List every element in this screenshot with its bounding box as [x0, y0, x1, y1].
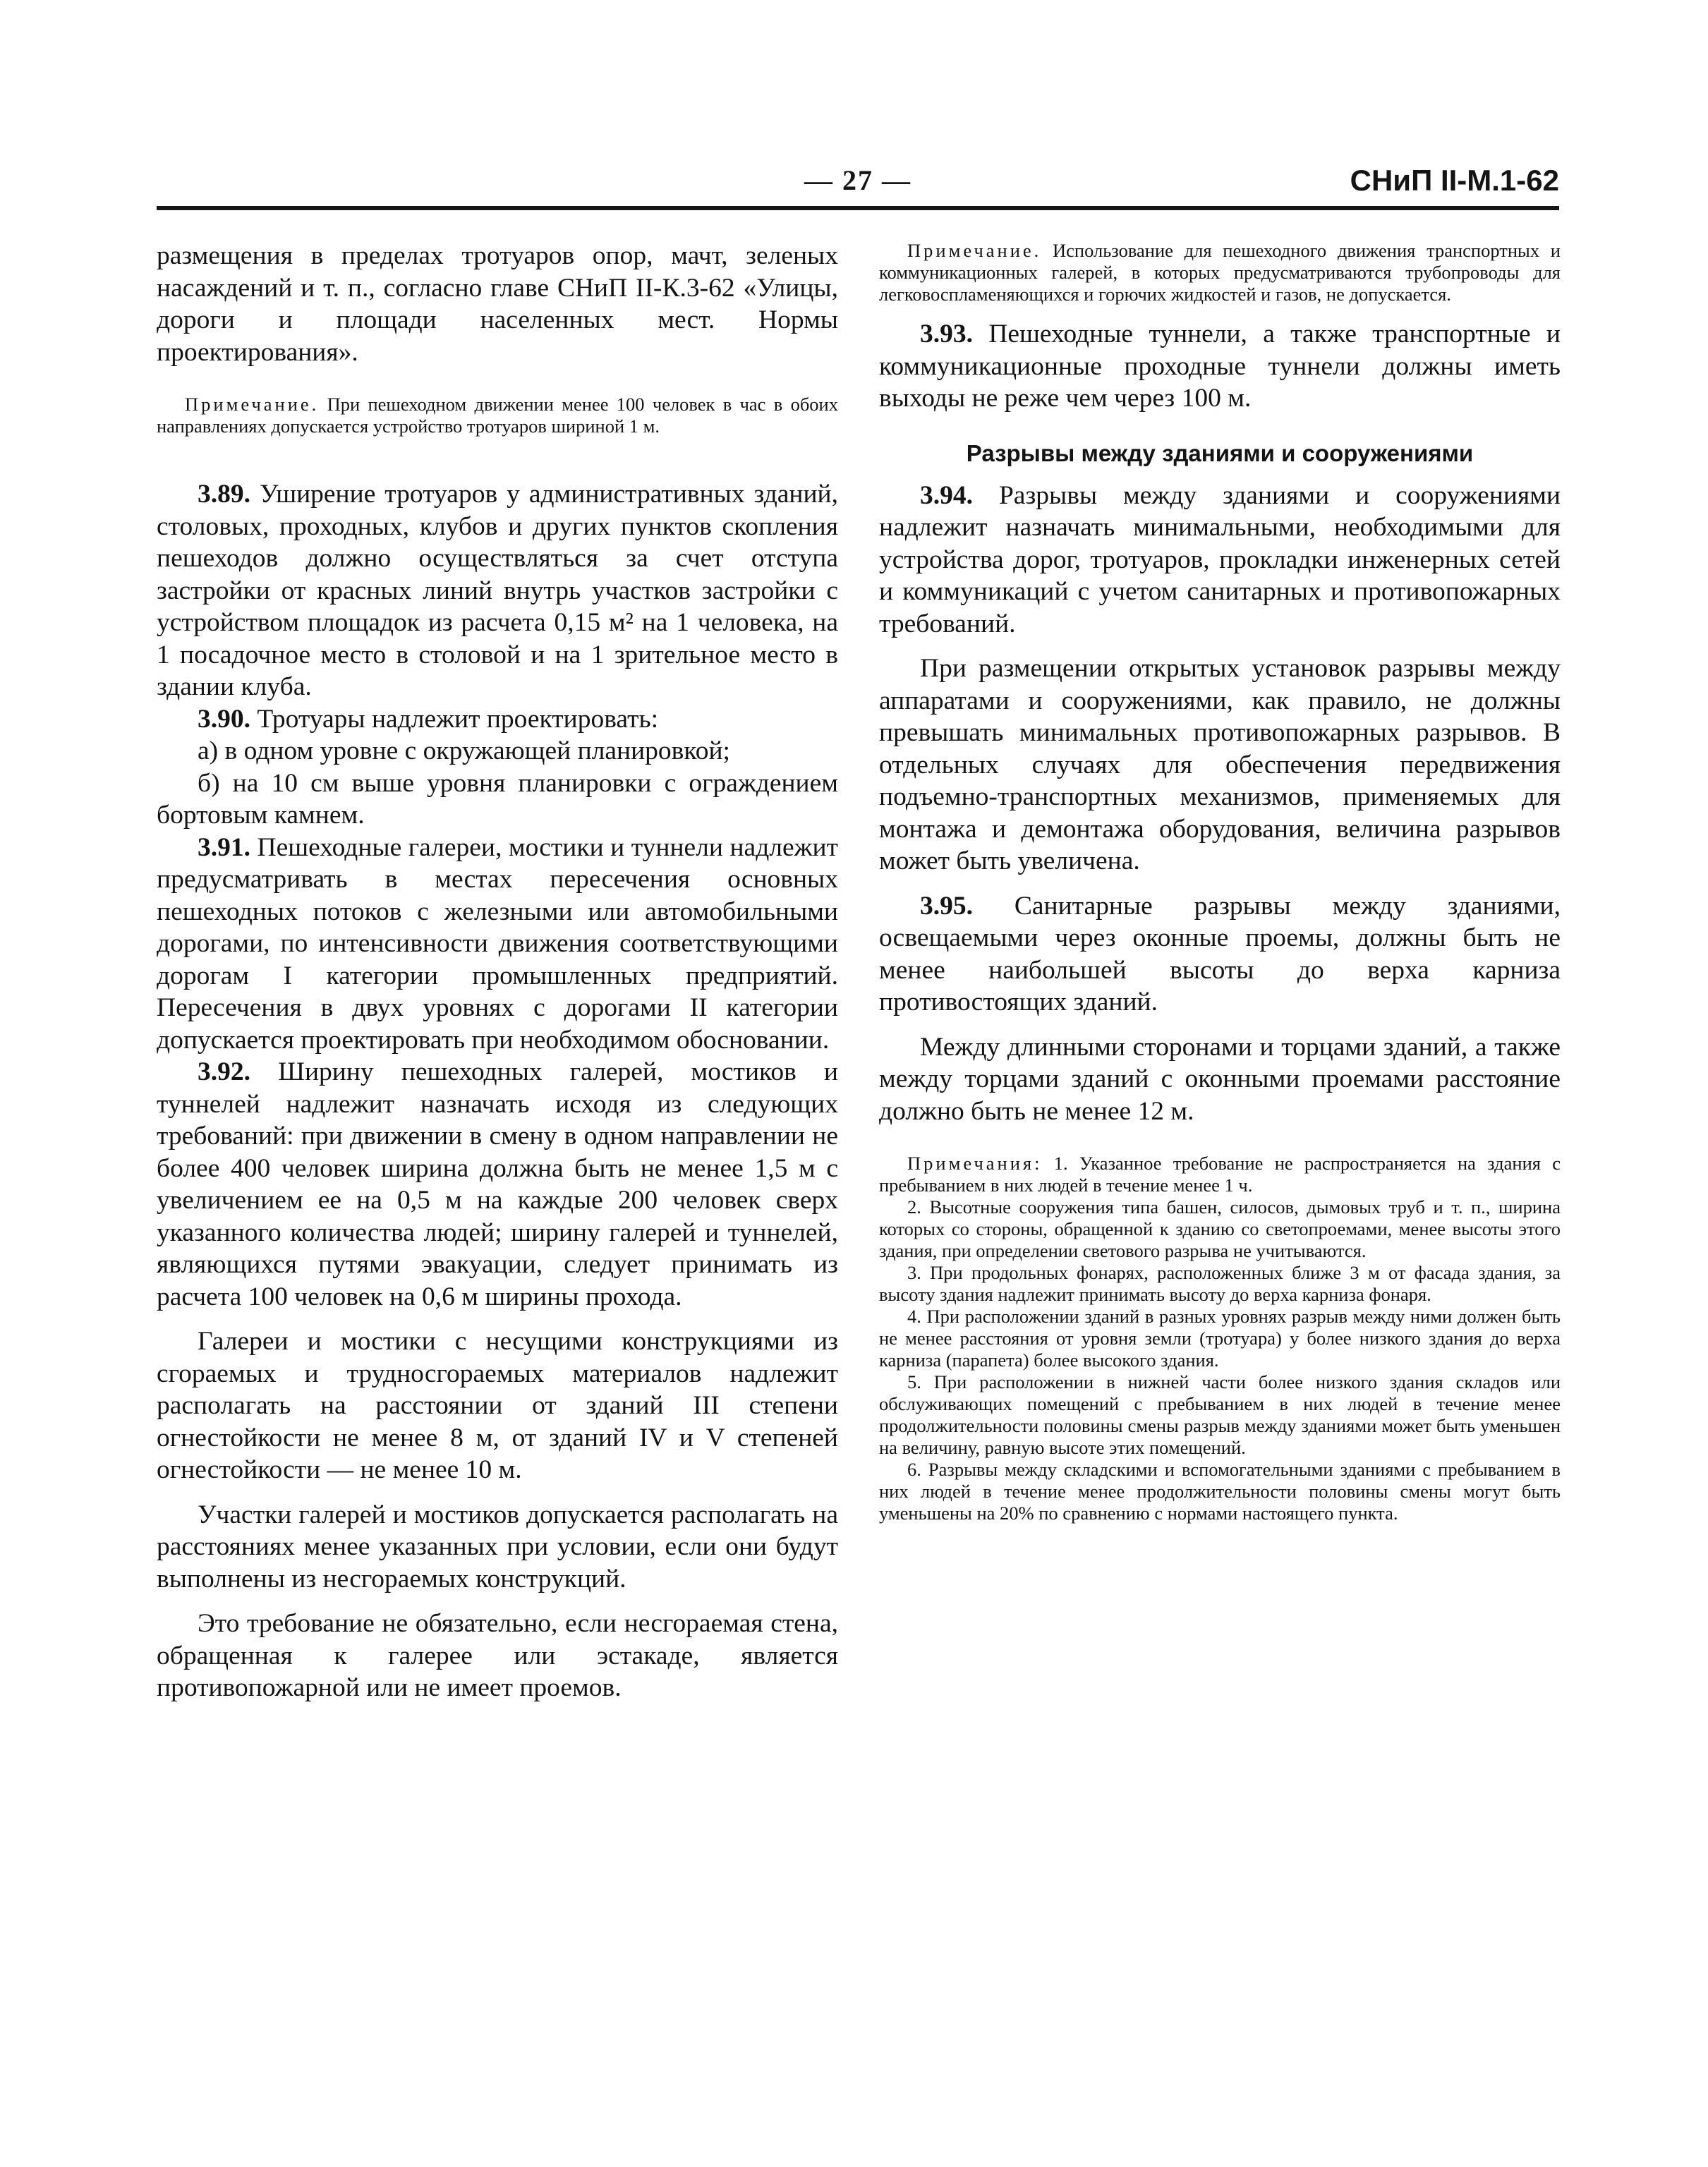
clause-number: 3.90.: [198, 704, 250, 734]
clause-3-94-paragraph-2: При размещении открытых установок разрывы между аппаратами и сооружениями, как правило, не должны превышать минимальных противопожарных разрывов. В отдельных случаях для обеспечения передвижения подъемно-транспортных механизмов, применяемых для монтажа и демонтажа оборудования, величина разрывов может быть увеличена.: [879, 654, 1561, 875]
notes-item-6: 6. Разрывы между складскими и вспомогательными зданиями с пребыванием в них людей в течение менее продолжительности половины смены могут быть уменьшены на 20% по сравнению с нормами настоящего пункта.: [879, 1459, 1561, 1524]
note-text: Использование для пешеходного движения транспортных и коммуникационных галерей, в которых предусматриваются трубопроводы для легковоспламеняющихся и горючих жидкостей и газов, не допускается.: [879, 240, 1561, 305]
document-code: СНиП II-М.1-62: [1350, 164, 1559, 197]
header-rule: [157, 206, 1559, 210]
clause-3-95-paragraph-2: Между длинными сторонами и торцами зданий, а также между торцами зданий с оконными проемами расстояние должно быть не менее 12 м.: [879, 1032, 1561, 1126]
clause-number: 3.91.: [198, 832, 250, 862]
clause-3-92: [157, 1056, 838, 1313]
clause-3-95: [879, 890, 1561, 1019]
right-column: [879, 240, 1561, 1524]
clause-number: 3.92.: [198, 1057, 250, 1086]
clause-number: 3.89.: [198, 480, 250, 509]
clause-3-92-paragraph-2: Галереи и мостики с несущими конструкциями из сгораемых и трудносгораемых материалов надлежит располагать на расстоянии от зданий III степени огнестойкости не менее 8 м, от зданий IV и V степеней огнестойкости — не менее 10 м.: [157, 1327, 838, 1484]
note-paragraph: [879, 240, 1561, 305]
note-label: Примечание.: [185, 394, 320, 415]
page-header: [157, 164, 1559, 206]
clause-3-90-a: а) в одном уровне с окружающей планировкой;: [198, 736, 730, 765]
notes-item-4: 4. При расположении зданий в разных уровнях разрыв между ними должен быть не менее расстояния от уровня земли (тротуара) у более низкого здания до верха карниза (парапета) более высокого здания.: [879, 1306, 1561, 1371]
clause-text: Санитарные разрывы между зданиями, освещаемыми через оконные проемы, должны быть не менее наибольшей высоты до верха карниза противостоящих зданий.: [879, 891, 1561, 1016]
note-paragraph: [157, 394, 838, 437]
clause-text: Пешеходные галереи, мостики и туннели надлежит предусматривать в местах пересечения основных пешеходных потоков с железными или автомобильными дорогами, по интенсивности движения соответствующими дорогам I категории промышленных предприятий. Пересечения в двух уровнях с дорогами II категории допускается проектировать при необходимом обосновании.: [157, 832, 838, 1055]
clause-3-93: [879, 318, 1561, 415]
notes-item-2: 2. Высотные сооружения типа башен, силосов, дымовых труб и т. п., ширина которых со стороны, обращенной к зданию со светопроемами, менее высоты этого здания, при определении светового разрыва не учитываются.: [879, 1196, 1561, 1261]
notes-item-3: 3. При продольных фонарях, расположенных ближе 3 м от фасада здания, за высоту здания надлежит принимать высоту до верха карниза фонаря.: [879, 1262, 1561, 1305]
clause-3-90-b: б) на 10 см выше уровня планировки с ограждением бортовым камнем.: [157, 768, 838, 830]
clause-number: 3.95.: [920, 891, 973, 921]
section-heading: Разрывы между зданиями и сооружениями: [966, 439, 1474, 466]
clause-text: Ширину пешеходных галерей, мостиков и туннелей надлежит назначать исходя из следующих требований: при движении в смену в одном направлении не более 400 человек ширина должна быть не менее 1,5 м с увеличением ее на 0,5 м на каждые 200 человек сверх указанного количества людей; ширину галерей и туннелей, являющихся путями эвакуации, следует принимать из расчета 100 человек на 0,6 м ширины прохода.: [157, 1057, 838, 1311]
clause-3-94: [879, 480, 1561, 641]
clause-3-92-paragraph-4: Это требование не обязательно, если несгораемая стена, обращенная к галерее или эстакаде, является противопожарной или не имеет проемов.: [157, 1609, 838, 1702]
note-text: При пешеходном движении менее 100 человек в час в обоих направлениях допускается устройство тротуаров шириной 1 м.: [157, 394, 838, 437]
notes-item-1: [879, 1153, 1561, 1196]
continued-paragraph: размещения в пределах тротуаров опор, мачт, зеленых насаждений и т. п., согласно главе СНиП II-К.3-62 «Улицы, дороги и площади населенных мест. Нормы проектирования».: [157, 241, 838, 367]
clause-3-90: [157, 703, 838, 736]
clause-3-89: [157, 478, 838, 703]
notes-label: Примечания:: [907, 1153, 1043, 1174]
clause-number: 3.93.: [920, 320, 973, 348]
note-text: 1. Указанное требование не распространяется на здания с пребыванием в них людей в течение менее 1 ч.: [879, 1153, 1561, 1196]
clause-3-91: [157, 832, 838, 1057]
notes-item-5: 5. При расположении в нижней части более низкого здания складов или обслуживающих помещений с пребыванием в них людей в течение менее продолжительности половины смены разрыв между зданиями может быть уменьшен на величину, равную высоте этих помещений.: [879, 1371, 1561, 1458]
clause-text: Разрывы между зданиями и сооружениями надлежит назначать минимальными, необходимыми для устройства дорог, тротуаров, прокладки инженерных сетей и коммуникаций с учетом санитарных и противопожарных требований.: [879, 480, 1561, 638]
clause-text: Уширение тротуаров у административных зданий, столовых, проходных, клубов и других пунктов скопления пешеходов должно осуществляться за счет отступа застройки от красных линий внутрь участков застройки с устройством площадок из расчета 0,15 м² на 1 человека, на 1 посадочное место в столовой и на 1 зрительное место в здании клуба.: [157, 480, 838, 701]
clause-text: Тротуары надлежит проектировать:: [250, 704, 659, 734]
note-label: Примечание.: [907, 240, 1042, 261]
left-column: [157, 240, 838, 1704]
clause-3-92-paragraph-3: Участки галерей и мостиков допускается располагать на расстояниях менее указанных при условии, если они будут выполнены из несгораемых конструкций.: [157, 1500, 838, 1594]
clause-number: 3.94.: [920, 480, 973, 510]
clause-text: Пешеходные туннели, а также транспортные и коммуникационные проходные туннели должны иметь выходы не реже чем через 100 м.: [879, 320, 1561, 413]
page-number: — 27 —: [804, 164, 911, 196]
